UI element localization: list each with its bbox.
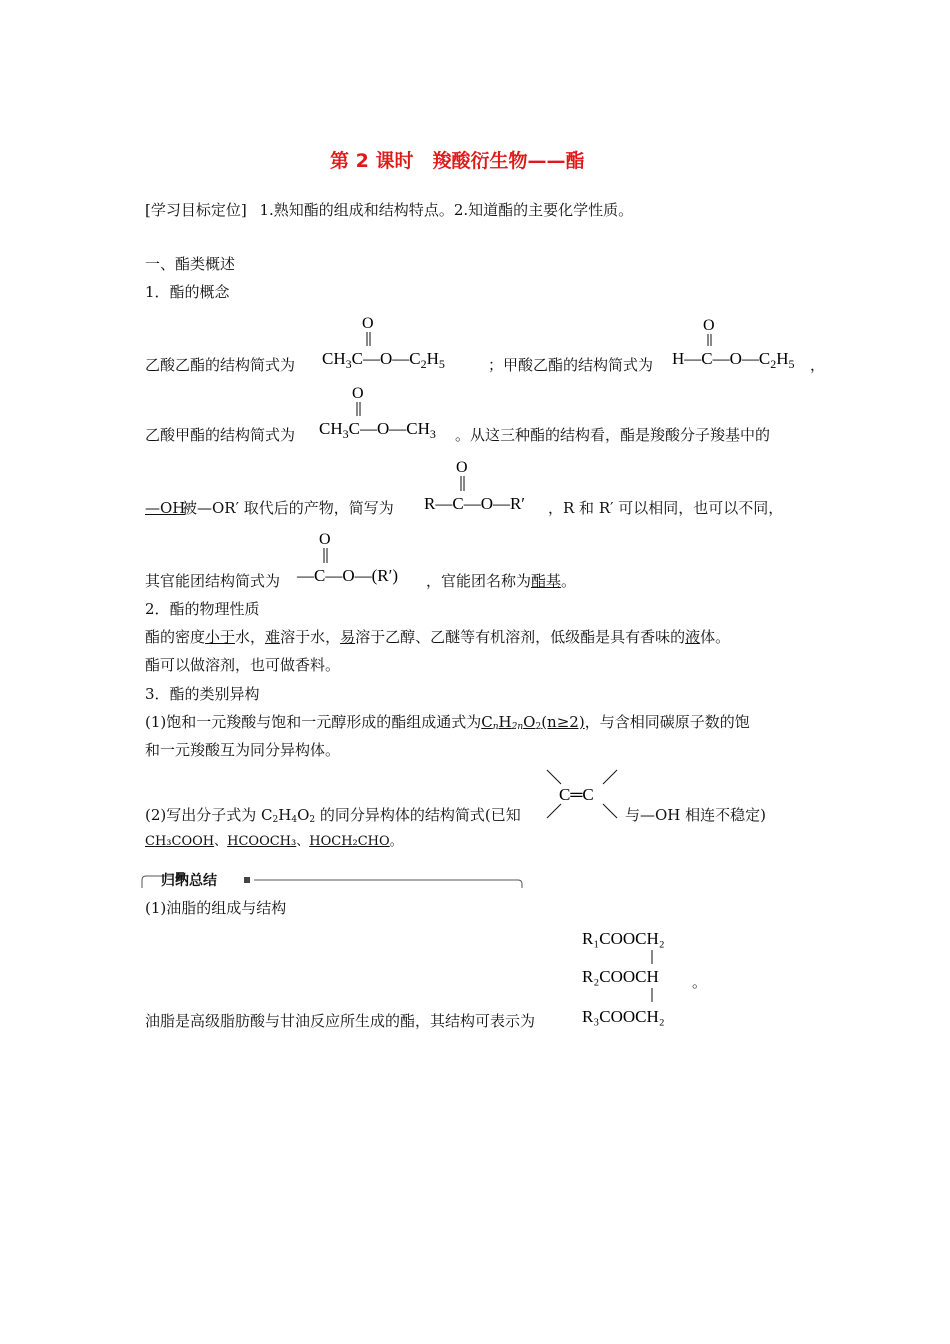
blank-hard: 难 bbox=[265, 628, 281, 646]
phys-text-2: 水， bbox=[235, 628, 266, 646]
svg-text:O: O bbox=[703, 317, 715, 334]
summary-text: 油脂是高级脂肪酸与甘油反应所生成的酯，其结构可表示为 bbox=[145, 1012, 536, 1030]
blank-general-formula: CnH2nO2(n≥2) bbox=[481, 713, 585, 732]
svg-text:CH3C—O—CH3: $CH_3C—O—CH_3$ bbox=[319, 419, 436, 441]
concept-line-4b-text: ，官能团名称为 bbox=[426, 572, 532, 590]
isomer-answers: CH₃COOH、HCOOCH₃、HOCH₂CHO。 bbox=[145, 834, 403, 849]
formula-methyl-acetate bbox=[317, 382, 457, 442]
concept-line-3b: ，R 和 R′ 可以相同，也可以不同， bbox=[548, 499, 784, 517]
subsection-isomers: 3．酯的类别异构 bbox=[145, 685, 260, 703]
answer-acetic-acid: CH₃COOH bbox=[145, 834, 215, 849]
svg-text:R₃COOCH₂: R₃COOCH₂ bbox=[582, 1007, 665, 1026]
concept-line-1a: 乙酸乙酯的结构简式为 bbox=[145, 356, 296, 374]
svg-text:O: O bbox=[319, 531, 331, 548]
formula-ethyl-formate bbox=[670, 314, 820, 374]
physical-line-1 bbox=[145, 627, 730, 647]
concept-line-4b bbox=[426, 571, 576, 591]
isomer-line-3b: 与—OH 相连不稳定) bbox=[625, 806, 766, 824]
carbonyl-o: O bbox=[362, 315, 374, 332]
phys-text-3: 溶于水， bbox=[280, 628, 341, 646]
goal-text: 1.熟知酯的组成和结构特点。2.知道酯的主要化学性质。 bbox=[259, 201, 634, 219]
answer-hydroxy-acetaldehyde: HOCH₂CHO bbox=[309, 834, 390, 849]
isomer-line-1 bbox=[145, 712, 750, 737]
concept-line-2b: 。从这三种酯的结构看，酯是羧酸分子羧基中的 bbox=[455, 426, 771, 444]
concept-line-2a: 乙酸甲酯的结构简式为 bbox=[145, 426, 296, 444]
subsection-concept: 1．酯的概念 bbox=[145, 283, 230, 301]
svg-text:R₂COOCH: R₂COOCH bbox=[582, 967, 659, 986]
iso-text-2: ，与含相同碳原子数的饱 bbox=[584, 713, 750, 731]
learning-goal bbox=[145, 200, 633, 220]
concept-line-4-end: 。 bbox=[561, 572, 577, 590]
svg-text:O: O bbox=[352, 385, 364, 402]
subsection-physical: 2．酯的物理性质 bbox=[145, 600, 260, 618]
formula-ethyl-acetate bbox=[318, 312, 488, 372]
page-title: 第 2 课时 羧酸衍生物——酯 bbox=[330, 150, 585, 172]
svg-text:—C—O—(R′): —C—O—(R′) bbox=[297, 566, 399, 585]
isomer-line-3: (2)写出分子式为 C2H4O2 的同分异构体的结构简式(已知 bbox=[145, 806, 521, 825]
blank-liquid: 液 bbox=[685, 628, 701, 646]
concept-line-3a: 被—OR′ 取代后的产物，简写为 bbox=[182, 499, 394, 517]
iso-b-text-2: 的同分异构体的结构简式(已知 bbox=[315, 806, 521, 824]
iso-b-text-1: (2)写出分子式为 C bbox=[145, 806, 273, 824]
formula-ester-group bbox=[295, 528, 425, 590]
iso-text-1: (1)饱和一元羧酸与饱和一元醇形成的酯组成通式为 bbox=[145, 713, 482, 731]
blank-easy: 易 bbox=[340, 628, 356, 646]
concept-line-1b: ；甲酸乙酯的结构简式为 bbox=[488, 356, 654, 374]
summary-item-1: (1)油脂的组成与结构 bbox=[145, 899, 287, 917]
concept-line-1-end: ， bbox=[810, 356, 826, 374]
alkene-structure bbox=[545, 766, 625, 826]
answer-methyl-formate: HCOOCH₃ bbox=[227, 834, 297, 849]
physical-line-2: 酯可以做溶剂，也可做香料。 bbox=[145, 656, 341, 674]
phys-text-5: 体。 bbox=[700, 628, 731, 646]
triglyceride-structure bbox=[580, 924, 710, 1029]
svg-text:R₁COOCH₂: R₁COOCH₂ bbox=[582, 929, 665, 948]
phys-text-4: 溶于乙醇、乙醚等有机溶剂，低级酯是具有香味的 bbox=[355, 628, 686, 646]
formula-ester-general bbox=[422, 456, 552, 518]
blank-less-than: 小于 bbox=[205, 628, 236, 646]
svg-text:C═C: C═C bbox=[559, 785, 594, 804]
concept-line-4a: 其官能团结构简式为 bbox=[145, 572, 281, 590]
svg-text:R—C—O—R′: R—C—O—R′ bbox=[424, 494, 526, 513]
isomer-line-2: 和一元羧酸互为同分异构体。 bbox=[145, 741, 341, 759]
section-heading: 一、酯类概述 bbox=[145, 255, 236, 273]
blank-ester-group: 酯基 bbox=[531, 572, 562, 590]
blank-oh: —OH bbox=[145, 499, 186, 517]
svg-text:CH3C—O—C2H5: $CH_3C—O—C_2H_5$ bbox=[322, 349, 445, 371]
summary-end: 。 bbox=[692, 973, 708, 991]
summary-label: 归纳总结 bbox=[161, 873, 217, 889]
svg-text:H—C—O—C2H5: $H—C—O—C_2H_5$ bbox=[672, 349, 795, 371]
goal-tag: [学习目标定位] bbox=[145, 201, 247, 219]
phys-text-1: 酯的密度 bbox=[145, 628, 206, 646]
svg-text:O: O bbox=[456, 459, 468, 476]
